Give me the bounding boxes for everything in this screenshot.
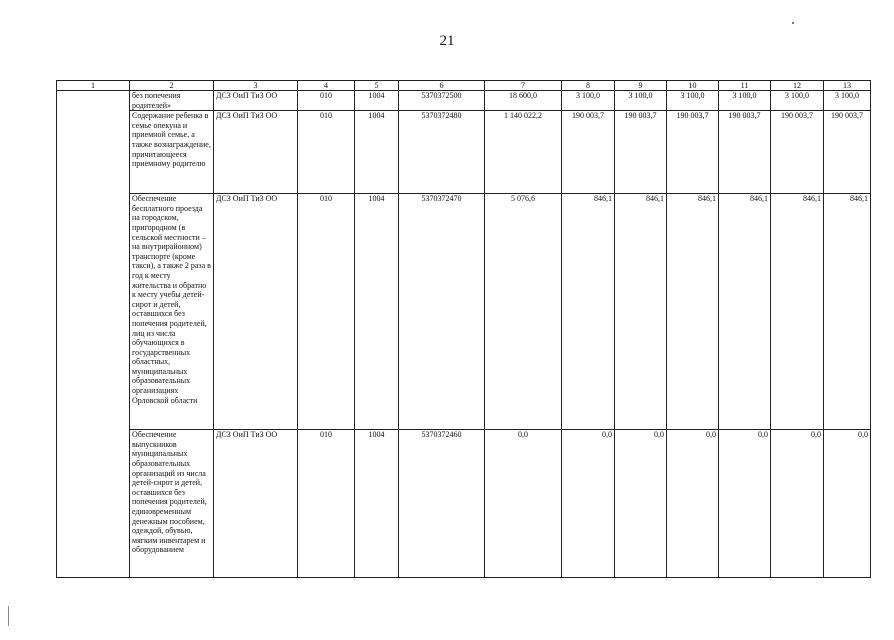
scan-speck xyxy=(792,22,794,24)
year-value-cell: 3 100,0 xyxy=(719,91,771,111)
column-number: 3 xyxy=(214,81,298,91)
csr-cell: 5370372460 xyxy=(399,430,485,578)
total-cell: 1 140 022,2 xyxy=(485,111,562,194)
column-number: 13 xyxy=(824,81,871,91)
year-value-cell: 846,1 xyxy=(719,194,771,430)
year-value-cell: 3 100,0 xyxy=(667,91,719,111)
total-cell: 0,0 xyxy=(485,430,562,578)
year-value-cell: 0,0 xyxy=(771,430,824,578)
year-value-cell: 0,0 xyxy=(615,430,667,578)
csr-cell: 5370372480 xyxy=(399,111,485,194)
year-value-cell: 0,0 xyxy=(719,430,771,578)
year-value-cell: 0,0 xyxy=(562,430,615,578)
column-number: 12 xyxy=(771,81,824,91)
column-number: 1 xyxy=(57,81,130,91)
measure-name: Обеспечение бесплатного проезда на городском, пригородном (в сельской местности – на внутрирайонном) транспорте (кроме такси), а также 2 раза в год к месту жительства и обратно к месту учебы детей-сирот и детей, оставшихся без попечения родителей, лиц из числа обучающихся в государственных областных, муниципальных образовательных организациях Орловской области xyxy=(130,194,214,430)
column-number: 11 xyxy=(719,81,771,91)
column-number-row xyxy=(57,81,871,91)
year-value-cell: 0,0 xyxy=(824,430,871,578)
table-row xyxy=(57,194,871,430)
rzpr-cell: 1004 xyxy=(355,111,399,194)
year-value-cell: 190 003,7 xyxy=(771,111,824,194)
year-value-cell: 3 100,0 xyxy=(824,91,871,111)
column-number: 10 xyxy=(667,81,719,91)
column-number: 6 xyxy=(399,81,485,91)
year-value-cell: 190 003,7 xyxy=(562,111,615,194)
column-number: 5 xyxy=(355,81,399,91)
column-number: 7 xyxy=(485,81,562,91)
year-value-cell: 846,1 xyxy=(615,194,667,430)
column-number: 9 xyxy=(615,81,667,91)
total-cell: 5 076,6 xyxy=(485,194,562,430)
csr-cell: 5370372470 xyxy=(399,194,485,430)
year-value-cell: 190 003,7 xyxy=(667,111,719,194)
rzpr-cell: 1004 xyxy=(355,91,399,111)
total-cell: 18 600,0 xyxy=(485,91,562,111)
column-number: 2 xyxy=(130,81,214,91)
column-number: 8 xyxy=(562,81,615,91)
executor-cell: ДСЗ ОиП ТиЗ ОО xyxy=(214,91,298,111)
year-value-cell: 3 100,0 xyxy=(771,91,824,111)
measure-name: без попечения родителей» xyxy=(130,91,214,111)
table-row xyxy=(57,91,871,111)
year-value-cell: 0,0 xyxy=(667,430,719,578)
csr-cell: 5370372500 xyxy=(399,91,485,111)
executor-cell: ДСЗ ОиП ТиЗ ОО xyxy=(214,430,298,578)
executor-cell: ДСЗ ОиП ТиЗ ОО xyxy=(214,111,298,194)
grbs-cell: 010 xyxy=(298,91,355,111)
year-value-cell: 3 100,0 xyxy=(615,91,667,111)
year-value-cell: 190 003,7 xyxy=(719,111,771,194)
grbs-cell: 010 xyxy=(298,111,355,194)
measure-name: Обеспечение выпускников муниципальных образовательных организаций из числа детей-сирот и детей, оставшихся без попечения родителей, единовременным денежным пособием, одеждой, обувью, мягким инвентарем и оборудованием xyxy=(130,430,214,578)
year-value-cell: 846,1 xyxy=(667,194,719,430)
page-number: 21 xyxy=(439,33,455,49)
year-value-cell: 3 100,0 xyxy=(562,91,615,111)
table-row xyxy=(57,430,871,578)
year-value-cell: 190 003,7 xyxy=(824,111,871,194)
grbs-cell: 010 xyxy=(298,194,355,430)
year-value-cell: 846,1 xyxy=(771,194,824,430)
margin-mark xyxy=(8,606,9,626)
year-value-cell: 846,1 xyxy=(824,194,871,430)
column-number: 4 xyxy=(298,81,355,91)
merged-program-cell xyxy=(57,91,130,578)
year-value-cell: 846,1 xyxy=(562,194,615,430)
rzpr-cell: 1004 xyxy=(355,194,399,430)
budget-table xyxy=(56,80,871,578)
executor-cell: ДСЗ ОиП ТиЗ ОО xyxy=(214,194,298,430)
year-value-cell: 190 003,7 xyxy=(615,111,667,194)
table-row xyxy=(57,111,871,194)
grbs-cell: 010 xyxy=(298,430,355,578)
measure-name: Содержание ребенка в семье опекуна и приемной семье, а также вознаграждение, причитающееся приемному родителю xyxy=(130,111,214,194)
rzpr-cell: 1004 xyxy=(355,430,399,578)
